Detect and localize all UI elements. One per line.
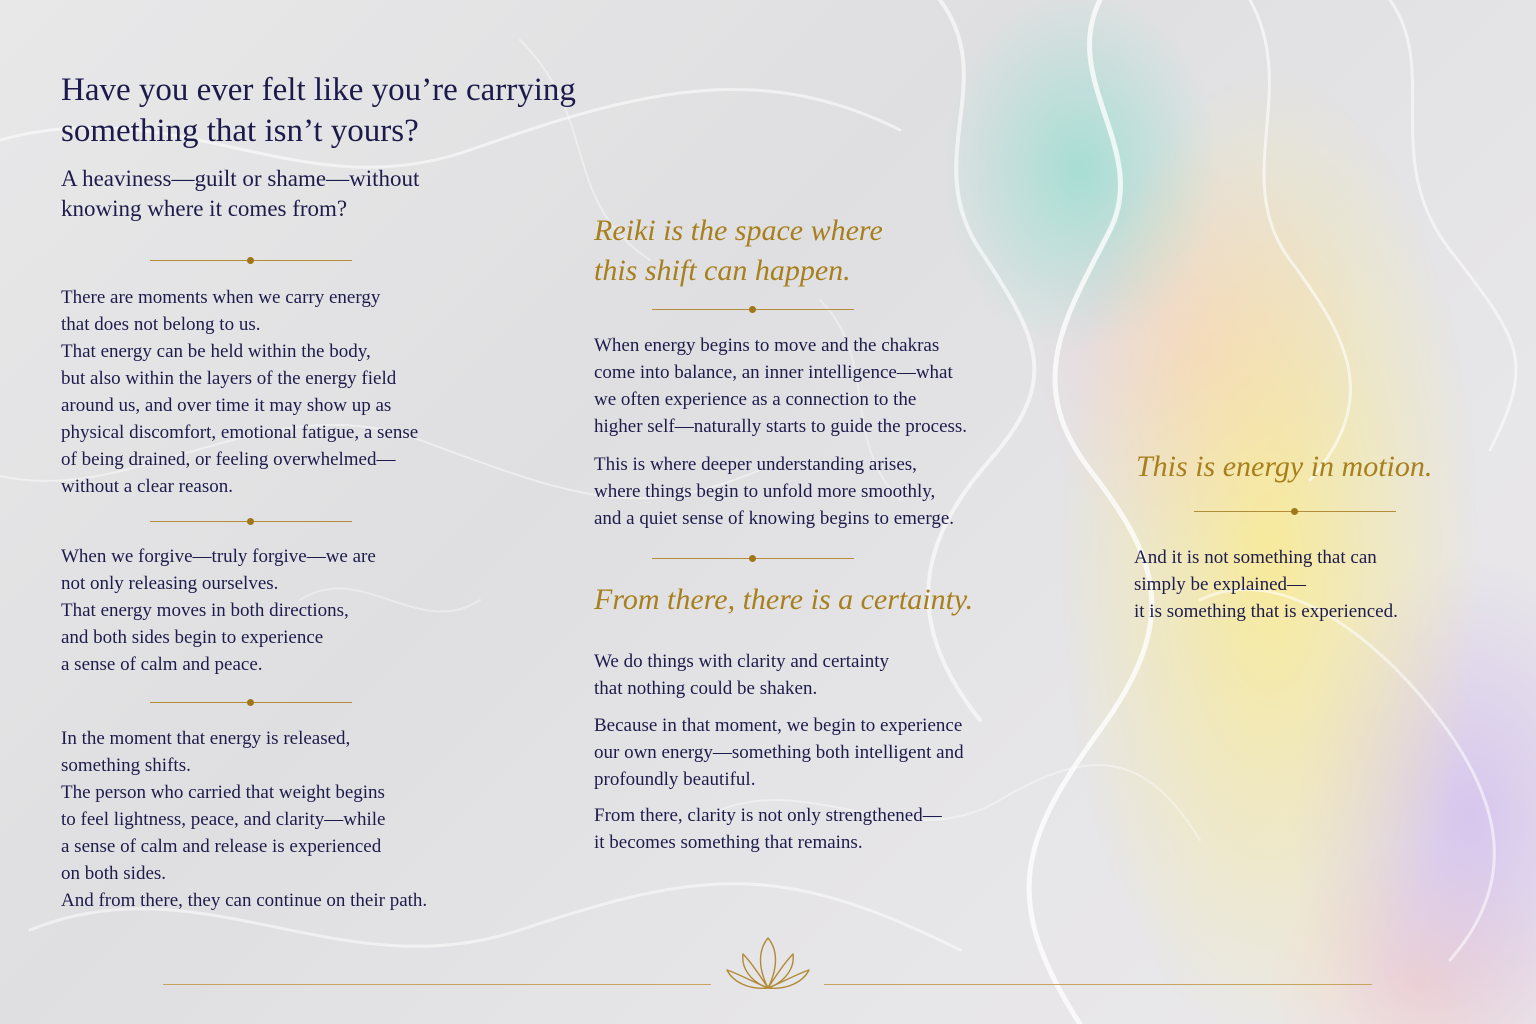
paragraph-chakras: When energy begins to move and the chakras come into balance, an inner intelligence—what we often experience as a connection to the higher self—naturally starts to guide the process. — [594, 335, 968, 437]
divider — [652, 305, 854, 315]
reiki-heading: Reiki is the space where this shift can happen. — [594, 214, 883, 287]
footer-line-right — [824, 984, 1372, 985]
left-column — [61, 70, 581, 224]
paragraph-energy: There are moments when we carry energy that does not belong to us. That energy can be held within the body, but also within the layers of the energy field around us, and over time it may show up as physical discomfort, emotional fatigue, a sense of being drained, or feeling overwhelmed— without a clear reason. — [61, 287, 419, 497]
divider — [150, 698, 352, 708]
lotus-icon — [723, 934, 813, 994]
divider — [652, 554, 854, 564]
paragraph-forgive: When we forgive—truly forgive—we are not only releasing ourselves. That energy moves in both directions, and both sides begin to experience a sense of calm and peace. — [61, 546, 376, 675]
divider — [150, 256, 352, 266]
paragraph-release: In the moment that energy is released, something shifts. The person who carried that weight begins to feel lightness, peace, and clarity—while a sense of calm and release is experienced on both sides. And from there, they can continue on their path. — [61, 728, 428, 911]
paragraph-clarity: We do things with clarity and certainty that nothing could be shaken. — [594, 651, 890, 699]
footer-line-left — [163, 984, 711, 985]
main-heading: Have you ever felt like you’re carrying something that isn’t yours? — [61, 72, 576, 149]
paragraph-experience: Because in that moment, we begin to experience our own energy—something both intelligent and profoundly beautiful. — [594, 715, 964, 790]
paragraph-remains: From there, clarity is not only strengthened— it becomes something that remains. — [594, 805, 942, 853]
divider — [150, 517, 352, 527]
subheading: A heaviness—guilt or shame—without knowing where it comes from? — [61, 166, 420, 221]
paragraph-understanding: This is where deeper understanding arises, where things begin to unfold more smoothly, and a quiet sense of knowing begins to emerge. — [594, 454, 955, 529]
paragraph-experienced: And it is not something that can simply be explained— it is something that is experienced. — [1134, 547, 1398, 622]
certainty-heading: From there, there is a certainty. — [594, 583, 974, 616]
motion-heading: This is energy in motion. — [1136, 450, 1433, 483]
divider — [1194, 507, 1396, 517]
